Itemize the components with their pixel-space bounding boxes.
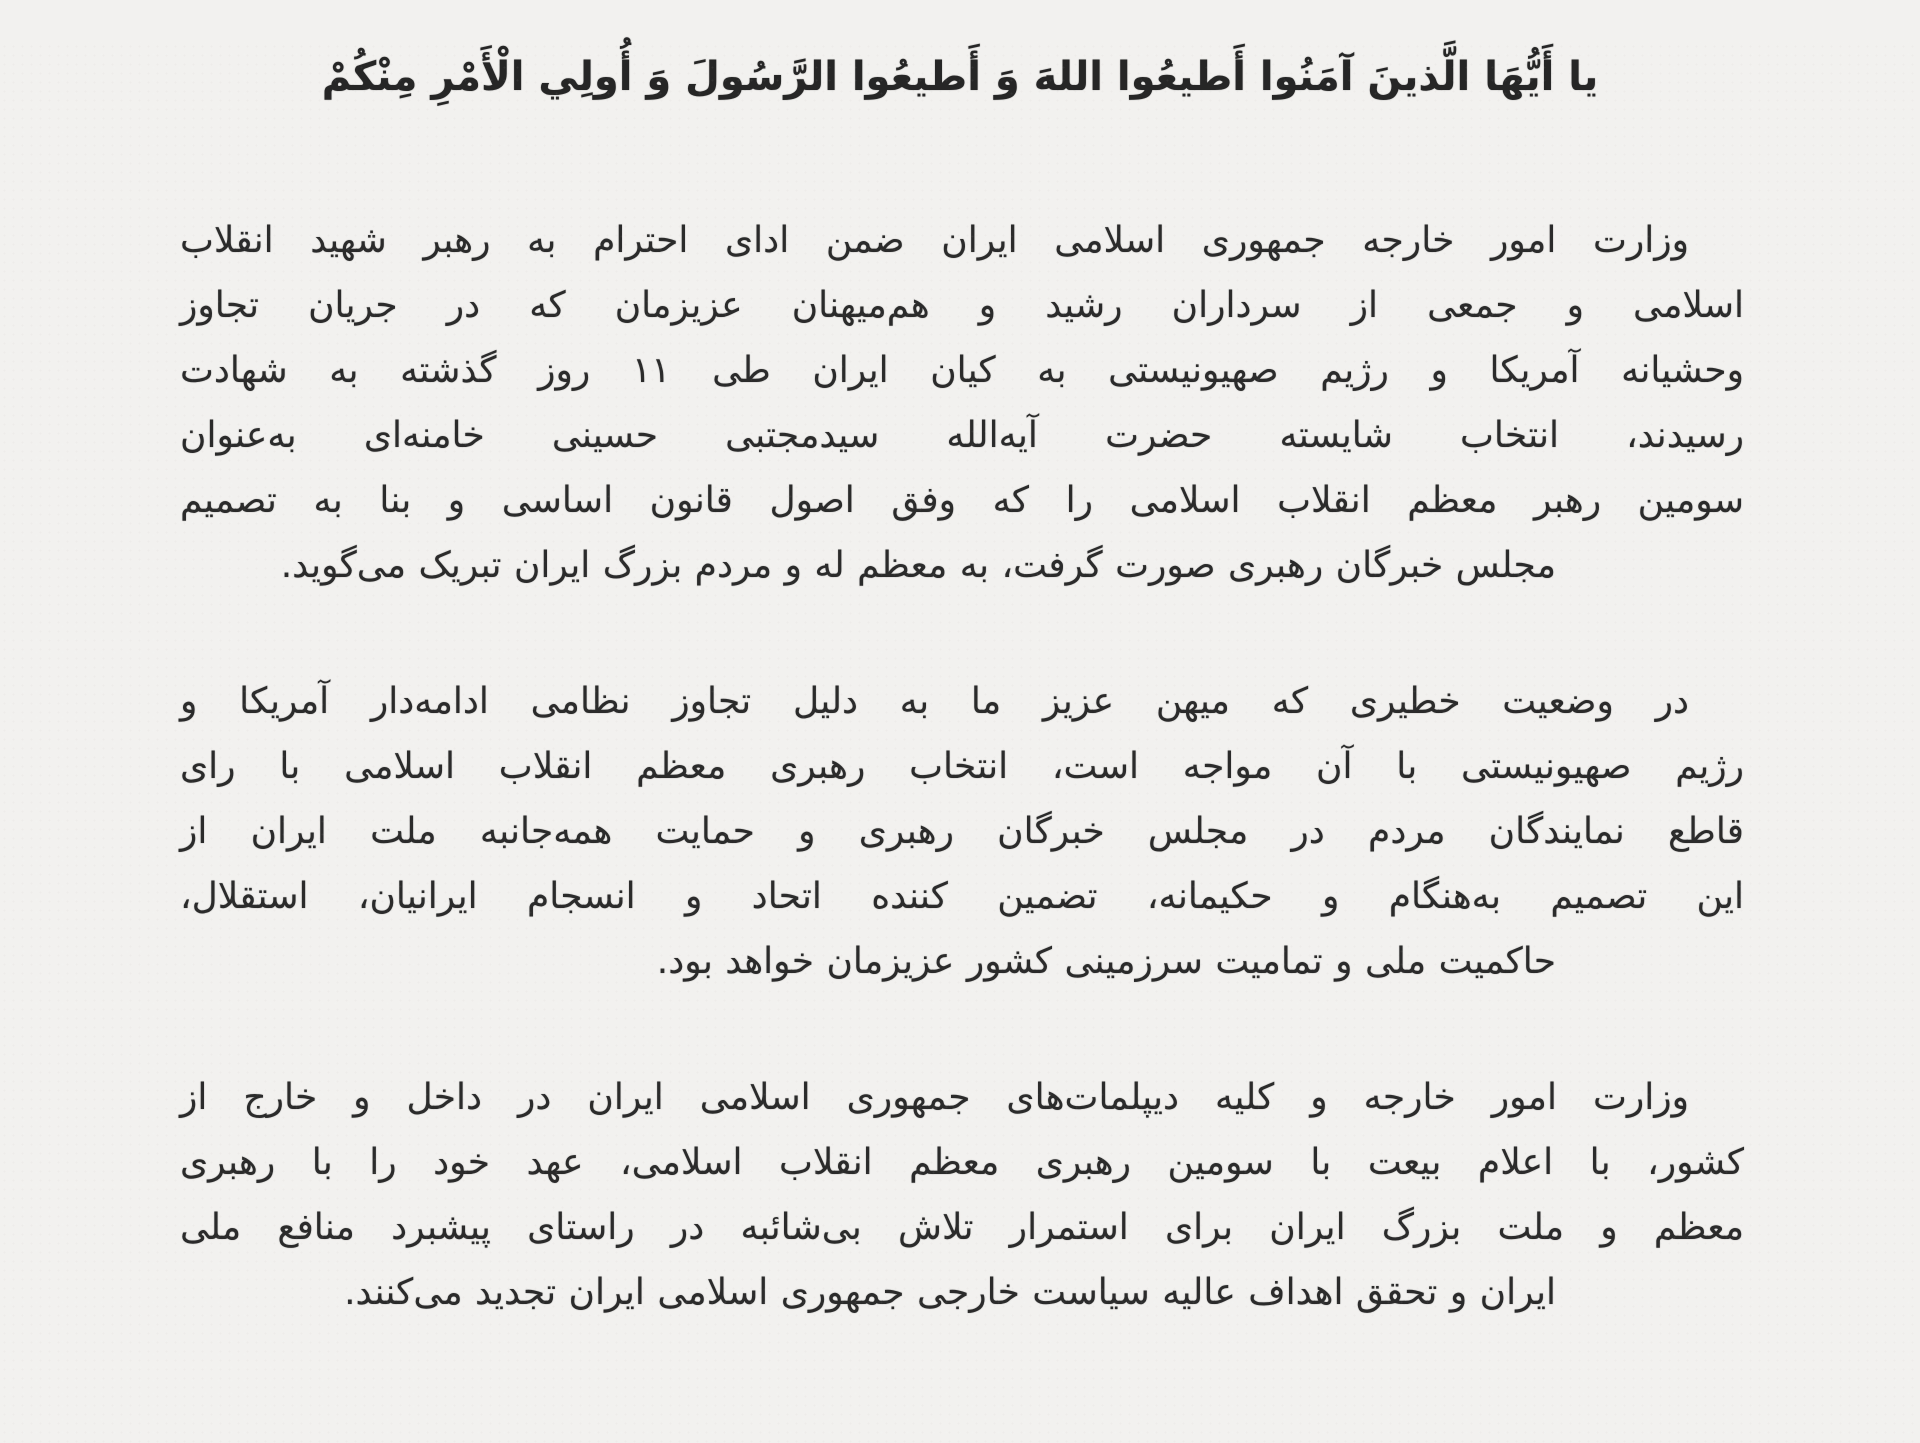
text-line: اسلامی و جمعی از سرداران رشید و هم‌میهنان عزیزمان که در جریان تجاوز (180, 285, 1744, 326)
quran-verse: یا أَیُّهَا الَّذینَ آمَنُوا أَطیعُوا اللهَ وَ أَطیعُوا الرَّسُولَ وَ أُولِي الْأَمْرِ مِنْكُمْ (321, 54, 1599, 100)
paragraph-3 (180, 1065, 1744, 1325)
text-line: رژیم صهیونیستی با آن مواجه است، انتخاب رهبری معظم انقلاب اسلامی با رای (180, 746, 1744, 787)
statement-body (180, 208, 1744, 1325)
text-line: کشور، با اعلام بیعت با سومین رهبری معظم انقلاب اسلامی، عهد خود را با رهبری (180, 1142, 1744, 1183)
paragraph-2 (180, 669, 1744, 994)
text-line: قاطع نمایندگان مردم در مجلس خبرگان رهبری و حمایت همه‌جانبه ملت ایران از (180, 811, 1744, 852)
text-line: حاکمیت ملی و تمامیت سرزمینی کشور عزیزمان خواهد بود. (656, 941, 1556, 982)
text-line: این تصمیم به‌هنگام و حکیمانه، تضمین کننده اتحاد و انسجام ایرانیان، استقلال، (180, 876, 1744, 917)
text-line: سومین رهبر معظم انقلاب اسلامی را که وفق اصول قانون اساسی و بنا به تصمیم (180, 480, 1744, 521)
text-line: رسیدند، انتخاب شایسته حضرت آیه‌الله سیدمجتبی حسینی خامنه‌ای به‌عنوان (180, 415, 1744, 456)
text-line: وزارت امور خارجه جمهوری اسلامی ایران ضمن ادای احترام به رهبر شهید انقلاب (180, 220, 1689, 261)
statement-document (0, 42, 1920, 1325)
paragraph-1 (180, 208, 1744, 598)
text-line: در وضعیت خطیری که میهن عزیز ما به دلیل تجاوز نظامی ادامه‌دار آمریکا و (180, 681, 1689, 722)
text-line: وزارت امور خارجه و کلیه دیپلمات‌های جمهوری اسلامی ایران در داخل و خارج از (180, 1077, 1689, 1118)
text-line: معظم و ملت بزرگ ایران برای استمرار تلاش بی‌شائبه در راستای پیشبرد منافع ملی (180, 1207, 1744, 1248)
text-line: مجلس خبرگان رهبری صورت گرفت، به معظم له و مردم بزرگ ایران تبریک می‌گوید. (280, 545, 1556, 586)
text-line: وحشیانه آمریکا و رژیم صهیونیستی به کیان ایران طی ۱۱ روز گذشته به شهادت (180, 350, 1745, 391)
text-line: ایران و تحقق اهداف عالیه سیاست خارجی جمهوری اسلامی ایران تجدید می‌کنند. (344, 1272, 1556, 1313)
